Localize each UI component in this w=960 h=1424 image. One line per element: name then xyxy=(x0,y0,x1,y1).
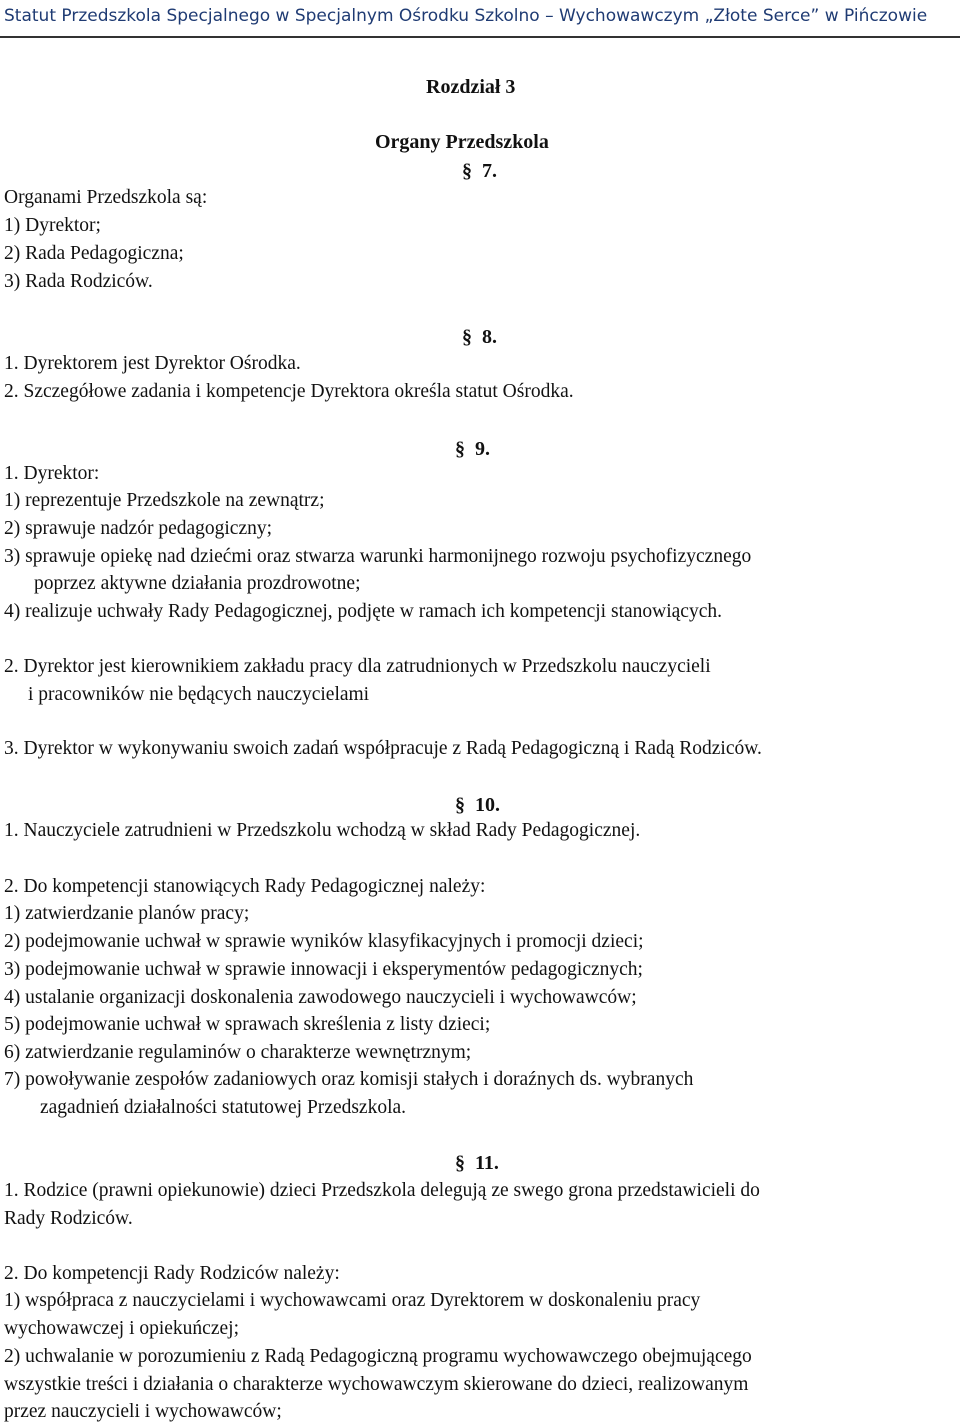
s10-paragraph-2: 2. Do kompetencji stanowiących Rady Pedagogicznej należy: xyxy=(4,876,486,897)
section-11-heading xyxy=(455,1151,499,1175)
section-10-heading xyxy=(455,793,500,817)
s10-item: 4) ustalanie organizacji doskonalenia zawodowego nauczycieli i wychowawców; xyxy=(4,987,637,1008)
s9-item-continuation: poprzez aktywne działania prozdrowotne; xyxy=(34,573,361,594)
section-7-number: 7. xyxy=(482,160,497,182)
s11-paragraph-2: 2. Do kompetencji Rady Rodziców należy: xyxy=(4,1263,340,1284)
document-header: Statut Przedszkola Specjalnego w Specjalnym Ośrodku Szkolno – Wychowawczym „Złote Serce” w Pińczowie xyxy=(0,0,960,38)
s10-item: 3) podejmowanie uchwał w sprawie innowacji i eksperymentów pedagogicznych; xyxy=(4,959,643,980)
section-symbol: § xyxy=(455,438,465,460)
section-11-number: 11. xyxy=(475,1152,499,1174)
s8-paragraph-1: 1. Dyrektorem jest Dyrektor Ośrodka. xyxy=(4,353,301,374)
s11-paragraph-1: 1. Rodzice (prawni opiekunowie) dzieci Przedszkola delegują ze swego grona przedstawicieli do xyxy=(4,1180,760,1201)
s7-item: 1) Dyrektor; xyxy=(4,215,101,236)
s10-item: 5) podejmowanie uchwał w sprawach skreślenia z listy dzieci; xyxy=(4,1014,491,1035)
s11-item-continuation: wszystkie treści i działania o charakterze wychowawczym skierowane do dzieci, realizowanym xyxy=(4,1374,749,1395)
section-symbol: § xyxy=(462,160,472,182)
s8-paragraph-2: 2. Szczegółowe zadania i kompetencje Dyrektora określa statut Ośrodka. xyxy=(4,381,574,402)
s11-item-continuation: przez nauczycieli i wychowawców; xyxy=(4,1401,282,1422)
s9-item: 4) realizuje uchwały Rady Pedagogicznej, podjęte w ramach ich kompetencji stanowiących. xyxy=(4,601,722,622)
s7-intro: Organami Przedszkola są: xyxy=(4,187,208,208)
s9-paragraph-2-continuation: i pracowników nie będących nauczycielami xyxy=(28,684,370,705)
section-8-heading xyxy=(462,325,497,349)
s11-paragraph-1-continuation: Rady Rodziców. xyxy=(4,1208,133,1229)
s10-item-continuation: zagadnień działalności statutowej Przedszkola. xyxy=(40,1097,407,1118)
s10-paragraph-1: 1. Nauczyciele zatrudnieni w Przedszkolu wchodzą w skład Rady Pedagogicznej. xyxy=(4,820,641,841)
s10-item: 2) podejmowanie uchwał w sprawie wyników klasyfikacyjnych i promocji dzieci; xyxy=(4,931,644,952)
section-symbol: § xyxy=(455,794,465,816)
s10-item: 7) powoływanie zespołów zadaniowych oraz komisji stałych i doraźnych ds. wybranych xyxy=(4,1069,694,1090)
section-8-number: 8. xyxy=(482,326,497,348)
section-10-number: 10. xyxy=(475,794,500,816)
s9-paragraph-3: 3. Dyrektor w wykonywaniu swoich zadań współpracuje z Radą Pedagogiczną i Radą Rodziców. xyxy=(4,738,762,759)
chapter-title: Organy Przedszkola xyxy=(375,131,549,153)
chapter-heading: Rozdział 3 xyxy=(426,76,516,98)
section-symbol: § xyxy=(462,326,472,348)
s10-item: 1) zatwierdzanie planów pracy; xyxy=(4,903,250,924)
s9-item: 1) reprezentuje Przedszkole na zewnątrz; xyxy=(4,490,325,511)
s11-item: 1) współpraca z nauczycielami i wychowawcami oraz Dyrektorem w doskonaleniu pracy xyxy=(4,1290,701,1311)
s9-paragraph-1: 1. Dyrektor: xyxy=(4,463,100,484)
s9-paragraph-2: 2. Dyrektor jest kierownikiem zakładu pracy dla zatrudnionych w Przedszkolu nauczycieli xyxy=(4,656,711,677)
s11-item-continuation: wychowawczej i opiekuńczej; xyxy=(4,1318,239,1339)
section-9-number: 9. xyxy=(475,438,490,460)
s9-item: 3) sprawuje opiekę nad dziećmi oraz stwarza warunki harmonijnego rozwoju psychofizycznego xyxy=(4,546,752,567)
section-7-heading xyxy=(462,159,497,183)
section-symbol: § xyxy=(455,1152,465,1174)
s11-item: 2) uchwalanie w porozumieniu z Radą Pedagogiczną programu wychowawczego obejmującego xyxy=(4,1346,752,1367)
section-9-heading xyxy=(455,437,490,461)
s7-item: 3) Rada Rodziców. xyxy=(4,271,153,292)
s10-item: 6) zatwierdzanie regulaminów o charakterze wewnętrznym; xyxy=(4,1042,472,1063)
s7-item: 2) Rada Pedagogiczna; xyxy=(4,243,184,264)
s9-item: 2) sprawuje nadzór pedagogiczny; xyxy=(4,518,273,539)
